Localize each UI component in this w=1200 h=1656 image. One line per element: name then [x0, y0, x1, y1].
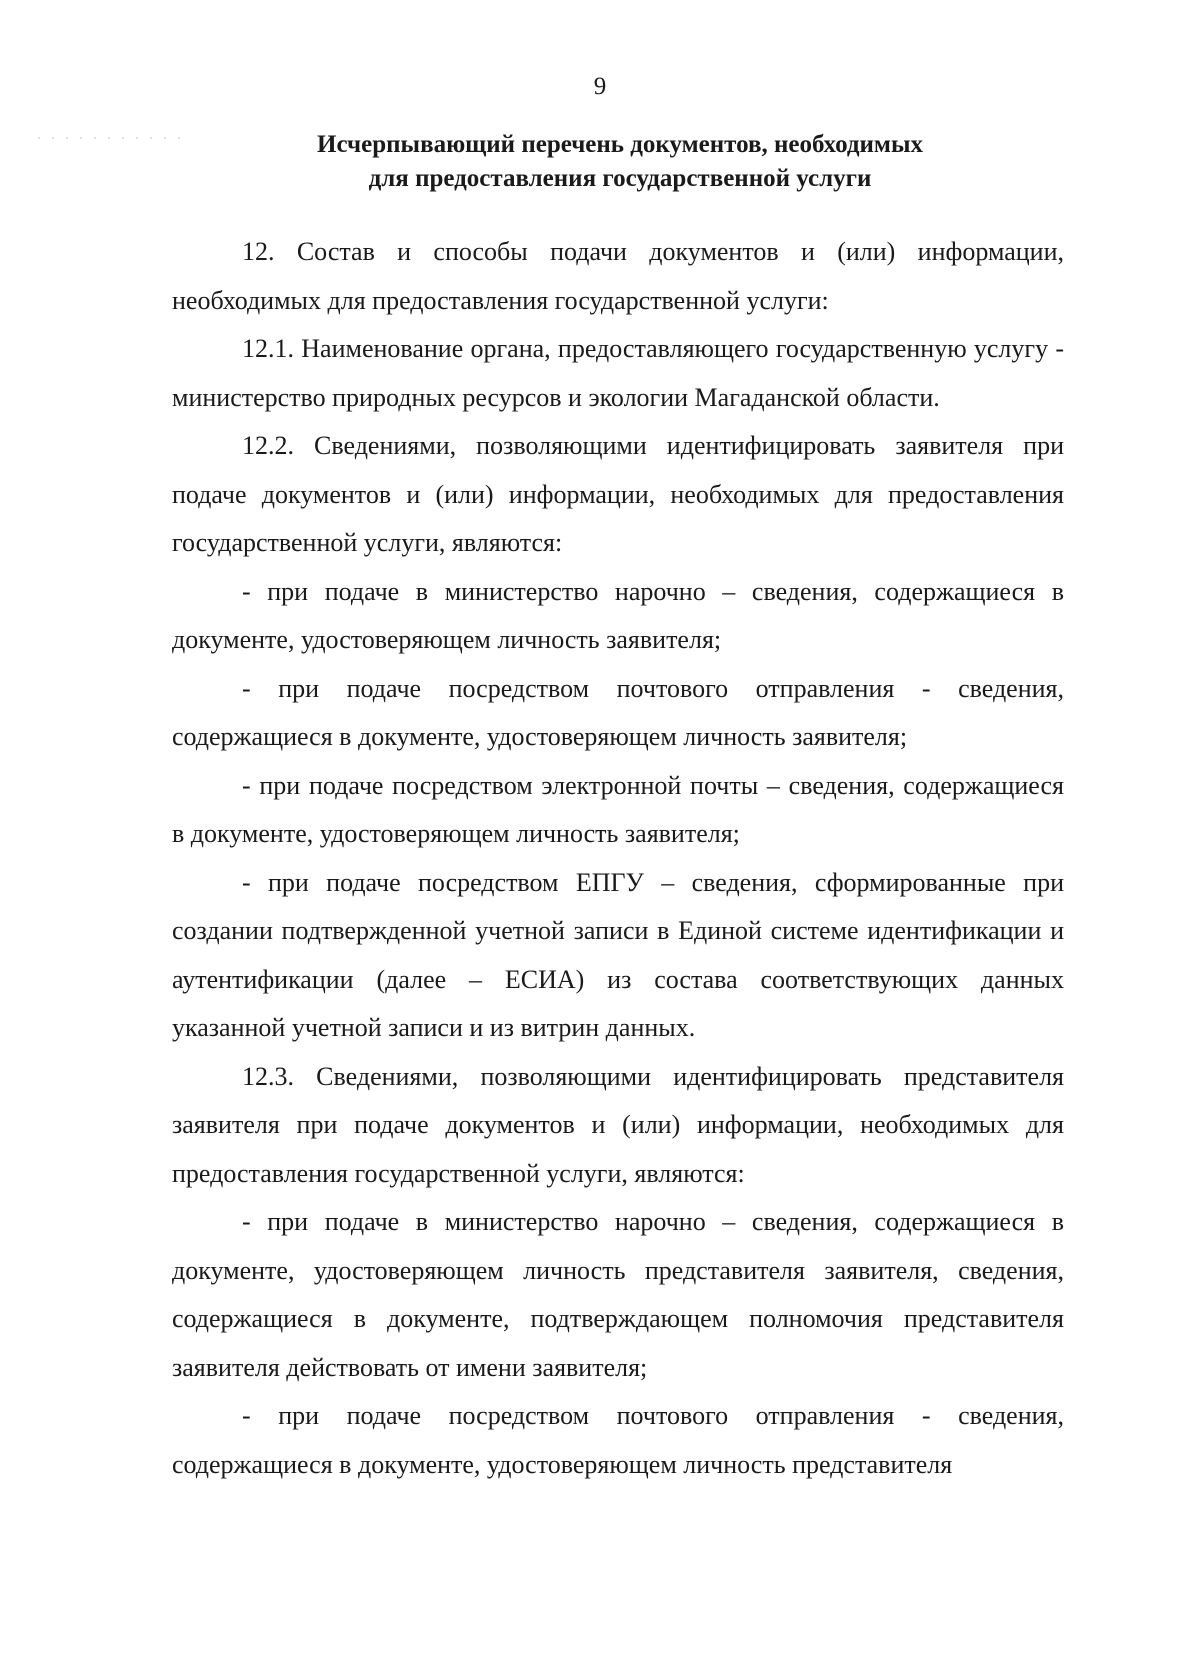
document-body — [172, 228, 1064, 1489]
section-heading-line-1: Исчерпывающий перечень документов, необходимых — [317, 131, 923, 158]
list-item-representative-post: - при подаче посредством почтового отправления - сведения, содержащиеся в документе, удостоверяющем личность представителя — [172, 1401, 1064, 1479]
paragraph-12-1: 12.1. Наименование органа, предоставляющего государственную услугу - министерство природных ресурсов и экологии Магаданской области. — [172, 334, 1064, 412]
list-item-post: - при подаче посредством почтового отправления - сведения, содержащиеся в документе, удостоверяющем личность заявителя; — [172, 673, 1064, 751]
paragraph-12-2: 12.2. Сведениями, позволяющими идентифицировать заявителя при подаче документов и (или) информации, необходимых для предоставления государственной услуги, являются: — [172, 431, 1064, 557]
list-item-epgu: - при подаче посредством ЕПГУ – сведения, сформированные при создании подтвержденной учетной записи в Единой системе идентификации и аутентификации (далее – ЕСИА) из состава соответствующих данных указанной учетной записи и из витрин данных. — [172, 867, 1064, 1042]
list-item-email: - при подаче посредством электронной почты – сведения, содержащиеся в документе, удостоверяющем личность заявителя; — [172, 770, 1064, 848]
paragraph-12: 12. Состав и способы подачи документов и (или) информации, необходимых для предоставления государственной услуги: — [172, 237, 1064, 315]
list-item-representative-in-person: - при подаче в министерство нарочно – сведения, содержащиеся в документе, удостоверяющем личность представителя заявителя, сведения, содержащиеся в документе, подтверждающем полномочия представителя заявителя действовать от имени заявителя; — [172, 1207, 1064, 1382]
section-heading-line-2: для предоставления государственной услуги — [368, 165, 872, 192]
section-heading — [170, 128, 1070, 196]
scan-artifact — [32, 137, 182, 139]
page-number: 9 — [593, 73, 607, 100]
list-item-in-person: - при подаче в министерство нарочно – сведения, содержащиеся в документе, удостоверяющем личность заявителя; — [172, 576, 1064, 654]
paragraph-12-3: 12.3. Сведениями, позволяющими идентифицировать представителя заявителя при подаче документов и (или) информации, необходимых для предоставления государственной услуги, являются: — [172, 1061, 1064, 1188]
